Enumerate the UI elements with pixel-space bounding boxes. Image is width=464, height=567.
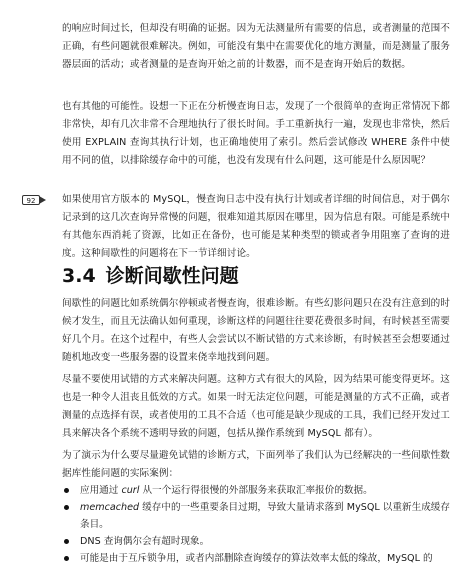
list-item: 应用通过 curl 从一个运行得很慢的外部服务来获取汇率报价的数据。 <box>62 482 450 499</box>
section-heading <box>62 264 239 288</box>
section-number: 3.4 <box>62 265 96 287</box>
paragraph-5: 尽量不要使用试错的方式来解决问题。这种方式有很大的风险，因为结果可能变得更坏。这也是一种令人沮丧且低效的方式。如果一时无法定位问题，可能是测量的方式不正确，或者测量的点选择有误，或者使用的工具不合适（也可能是缺少现成的工具，我们已经开发过工具来解决各个系统不透明导致的问题，包括从操作系统到 MySQL 都有）。 <box>62 374 450 439</box>
paragraph-1: 的响应时间过长，但却没有明确的证据。因为无法测量所有需要的信息，或者测量的范围不正确，有些问题就很难解决。例如，可能没有集中在需要优化的地方测量，而是测量了服务器层面的活动；或者测量的是查询开始之前的计数器，而不是查询开始后的数据。 <box>62 23 450 70</box>
bullet-icon <box>64 556 69 561</box>
paragraph-6: 为了演示为什么要尽量避免试错的诊断方式，下面列举了我们认为已经解决的一些间歇性数据库性能问题的实际案例： <box>62 450 450 479</box>
list-item: memcached 缓存中的一些重要条目过期，导致大量请求落到 MySQL 以重新生成缓存条目。 <box>62 499 450 533</box>
case-list <box>62 482 450 567</box>
section-title: 诊断间歇性问题 <box>105 265 239 287</box>
list-item: 可能是由于互斥锁争用，或者内部删除查询缓存的算法效率太低的缘故，MySQL 的 <box>62 550 450 567</box>
paragraph-4: 间歇性的问题比如系统偶尔停顿或者慢查询，很难诊断。有些幻影问题只在没有注意到的时候才发生，而且无法确认如何重现，诊断这样的问题往往要花费很多时间，有时候甚至需要好几个月。在这个过程中，有些人会尝试以不断试错的方式来诊断，有时候甚至会想要通过随机地改变一些服务器的设置来侥幸地找到问题。 <box>62 298 450 363</box>
margin-note-number: 92 <box>22 195 40 205</box>
arrow-icon <box>39 196 46 204</box>
bullet-icon <box>64 488 69 493</box>
bullet-icon <box>64 539 69 544</box>
list-item: DNS 查询偶尔会有超时现象。 <box>62 533 450 550</box>
bullet-icon <box>64 505 69 510</box>
page-number-margin-note <box>22 195 48 205</box>
paragraph-2: 也有其他的可能性。设想一下正在分析慢查询日志，发现了一个很简单的查询正常情况下都非常快，却有几次非常不合理地执行了很长时间。手工重新执行一遍，发现也非常快，然后使用 EXPLAIN 查询其执行计划，也正确地使用了索引。然后尝试修改 WHERE 条件中使用不同的值，以排除缓存命中的可能，也没有发现有什么问题，这可能是什么原因呢？ <box>62 101 450 166</box>
paragraph-3: 如果使用官方版本的 MySQL，慢查询日志中没有执行计划或者详细的时间信息，对于偶尔记录到的这几次查询异常慢的问题，很难知道其原因在哪里，因为信息有限。可能是系统中有其他东西消耗了资源，比如正在备份，也可能是某种类型的锁或者争用阻塞了查询的进度。这种间歇性的问题将在下一节详细讨论。 <box>62 194 450 259</box>
